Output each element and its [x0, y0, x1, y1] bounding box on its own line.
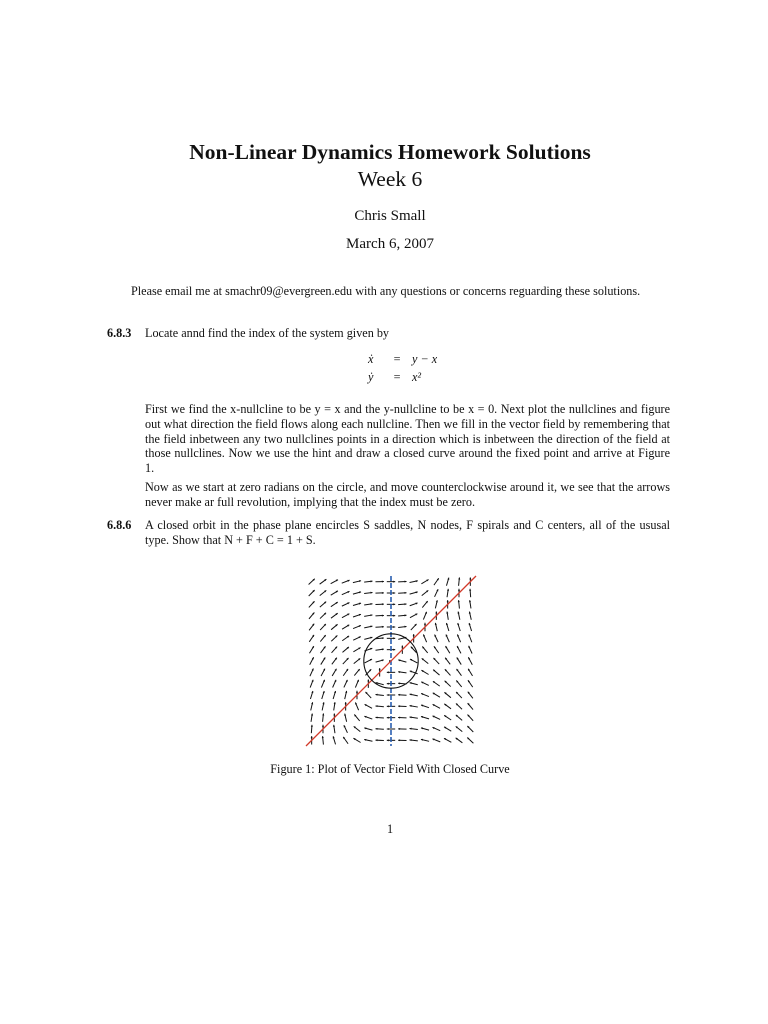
field-arrowhead — [469, 577, 471, 579]
field-arrowhead — [393, 603, 395, 605]
field-arrowhead — [322, 713, 324, 715]
field-arrowhead — [387, 717, 389, 719]
field-arrowhead — [333, 713, 335, 715]
solution-paragraph-2: Now as we start at zero radians on the circle, and move counterclockwise around it, we see that the arrows never make ar full revolution, implying that the index must be zero. — [145, 480, 670, 509]
field-arrowhead — [447, 600, 449, 602]
field-arrowhead — [387, 671, 389, 673]
page-number: 1 — [386, 822, 394, 836]
field-arrowhead — [387, 728, 389, 730]
field-arrowhead — [469, 589, 471, 591]
field-arrowhead — [398, 728, 400, 730]
field-arrowhead — [387, 705, 389, 707]
field-arrowhead — [375, 705, 377, 707]
field-arrowhead — [405, 603, 407, 605]
field-arrowhead — [458, 589, 460, 591]
field-arrowhead — [345, 702, 347, 704]
field-arrowhead — [382, 637, 384, 639]
field-arrowhead — [393, 615, 395, 617]
equation-lhs: ẋ — [368, 352, 374, 366]
field-arrowhead — [398, 739, 400, 741]
field-arrowhead — [398, 717, 400, 719]
field-arrowhead — [379, 668, 381, 670]
field-arrowhead — [387, 694, 389, 696]
problem-number-683: 6.8.3 — [107, 326, 132, 340]
date: March 6, 2007 — [346, 236, 434, 252]
field-arrowhead — [393, 592, 395, 594]
paper-subtitle: Week 6 — [357, 167, 423, 191]
equation-row-2 — [368, 370, 458, 385]
field-arrowhead — [405, 614, 407, 616]
field-arrowhead — [322, 725, 324, 727]
field-arrowhead — [435, 611, 437, 613]
problem-number-686: 6.8.6 — [107, 518, 132, 532]
field-arrowhead — [424, 623, 426, 625]
field-arrowhead — [393, 626, 395, 628]
field-arrowhead — [375, 739, 377, 741]
equation-rhs: y − x — [412, 352, 438, 366]
field-arrowhead — [382, 592, 384, 594]
field-arrowhead — [356, 691, 358, 693]
field-arrowhead — [405, 592, 407, 594]
intro-paragraph: Please email me at smachr09@evergreen.edu with any questions or concerns reguarding these solutions. — [131, 284, 641, 298]
equation-row-1 — [368, 352, 458, 367]
field-arrowhead — [382, 614, 384, 616]
field-arrowhead — [401, 645, 403, 647]
field-arrowhead — [398, 682, 400, 684]
field-arrowhead — [382, 603, 384, 605]
equation-operator: = — [393, 352, 401, 366]
equation-lhs: ẏ — [368, 370, 374, 384]
field-arrowhead — [393, 581, 395, 583]
field-arrowhead — [367, 679, 369, 681]
equation-operator: = — [393, 370, 401, 384]
field-arrowhead — [398, 705, 400, 707]
field-arrowhead — [382, 626, 384, 628]
field-arrowhead — [311, 736, 313, 738]
field-arrowhead — [382, 581, 384, 583]
field-arrowhead — [375, 716, 377, 718]
vector-field-figure — [300, 570, 482, 750]
author: Chris Small — [354, 208, 426, 224]
problem-statement-683: Locate annd find the index of the system given by — [145, 326, 390, 340]
field-arrowhead — [405, 581, 407, 583]
problem-statement-686: A closed orbit in the phase plane encircles S saddles, N nodes, F spirals and C centers, all of the ususal type. Show that N + F + C = 1 + S. — [145, 518, 670, 547]
field-arrowhead — [398, 694, 400, 696]
paper-title: Non-Linear Dynamics Homework Solutions — [189, 140, 591, 164]
field-arrowhead — [311, 725, 313, 727]
field-arrowhead — [375, 728, 377, 730]
field-arrowhead — [413, 634, 415, 636]
solution-paragraph-1: First we find the x-nullcline to be y = x and the y-nullcline to be x = 0. Next plot the nullclines and figure out what direction the field flows along each nullcline. Then we fill in the vector field by remembering that the field inbetween any two nullclines points in a direction which is inbetween the direction of the field at those nullclines. Now we use the hint and draw a closed curve around the fixed point and arrive at Figure 1. — [145, 402, 670, 476]
field-arrowhead — [393, 649, 395, 651]
field-arrowhead — [387, 683, 389, 685]
field-arrowhead — [322, 736, 324, 738]
field-arrowhead — [387, 739, 389, 741]
equation-rhs: x² — [412, 370, 422, 384]
field-arrowhead — [458, 600, 460, 602]
field-arrowhead — [393, 637, 395, 639]
figure-caption: Figure 1: Plot of Vector Field With Closed Curve — [270, 762, 510, 776]
field-arrowhead — [458, 577, 460, 579]
